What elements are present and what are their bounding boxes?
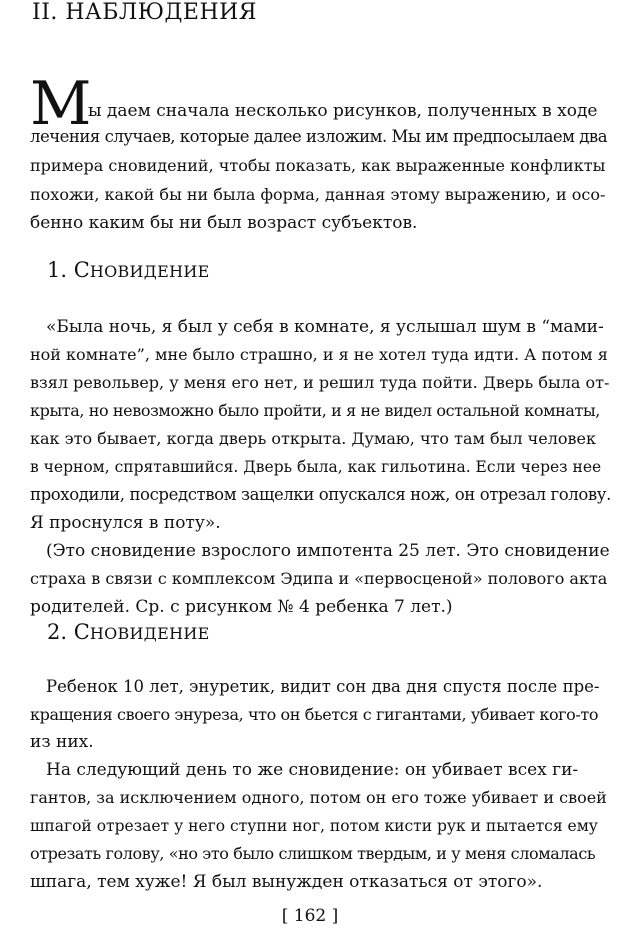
intro-line: ы даем сначала несколько рисунков, полученных в ходе [88,101,598,121]
dream1-line: как это бывает, когда дверь открыта. Думаю, что там был человек [30,429,596,448]
dream1-line: родителей. Ср. с рисунком № 4 ребенка 7 лет.) [30,597,453,617]
dream2-number: 2. [47,620,68,644]
dream1-line: страха в связи с комплексом Эдипа и «первосценой» полового акта [30,569,608,588]
dream2-line: из них. [30,732,94,752]
page-number: [ 162 ] [281,906,339,926]
dream1-number: 1. [47,258,68,282]
section-title: II. НАБЛЮДЕНИЯ [32,0,258,25]
dream1-line: Я проснулся в поту». [30,513,221,533]
dream1-line: в черном, спрятавшийся. Дверь была, как гильотина. Если через нее [30,458,602,476]
dream2-line: шпага, тем хуже! Я был вынужден отказаться от этого». [30,872,543,892]
dream1-line: проходили, посредством защелки опускался нож, он отрезал голову. [30,485,611,504]
dream2-line: отрезать голову, «но это было слишком твердым, и у меня сломалась [30,844,596,863]
dream2-line: гантов, за исключением одного, потом он его тоже убивает и своей [30,788,607,807]
intro-line: примера сновидений, чтобы показать, как выраженные конфликты [30,156,606,175]
dream2-title-rest: НОВИДЕНИЕ [89,624,210,643]
dream1-title-initial: С [73,258,90,282]
dream1-line: крыта, но невозможно было пройти, и я не видел остальной комнаты, [30,401,600,420]
drop-cap: М [30,69,92,139]
dream2-line: На следующий день то же сновидение: он убивает всех ги- [46,760,579,780]
dream1-line: взял револьвер, у меня его нет, и решил туда пойти. Дверь была от- [30,373,610,392]
dream1-title-rest: НОВИДЕНИЕ [89,262,210,281]
dream2-line: Ребенок 10 лет, энуретик, видит сон два дня спустя после пре- [46,677,600,696]
dream1-line: ной комнате”, мне было страшно, и я не хотел туда идти. А потом я [30,345,608,364]
intro-line: лечения случаев, которые далее изложим. Мы им предпосылаем два [30,127,608,146]
intro-line: бенно каким бы ни был возраст субъектов. [30,213,418,233]
dream1-line: «Была ночь, я был у себя в комнате, я услышал шум в “мами- [46,317,604,337]
dream1-line: (Это сновидение взрослого импотента 25 лет. Это сновидение [46,541,610,561]
dream2-title-initial: С [73,620,90,644]
dream1-heading [47,258,210,282]
intro-line: похожи, какой бы ни была форма, данная этому выражению, и осо- [30,185,606,204]
dream2-line: кращения своего энуреза, что он бьется с гигантами, убивает кого-то [30,705,599,724]
dream2-line: шпагой отрезает у него ступни ног, потом кисти рук и пытается ему [30,817,598,835]
dream2-heading [47,620,210,644]
